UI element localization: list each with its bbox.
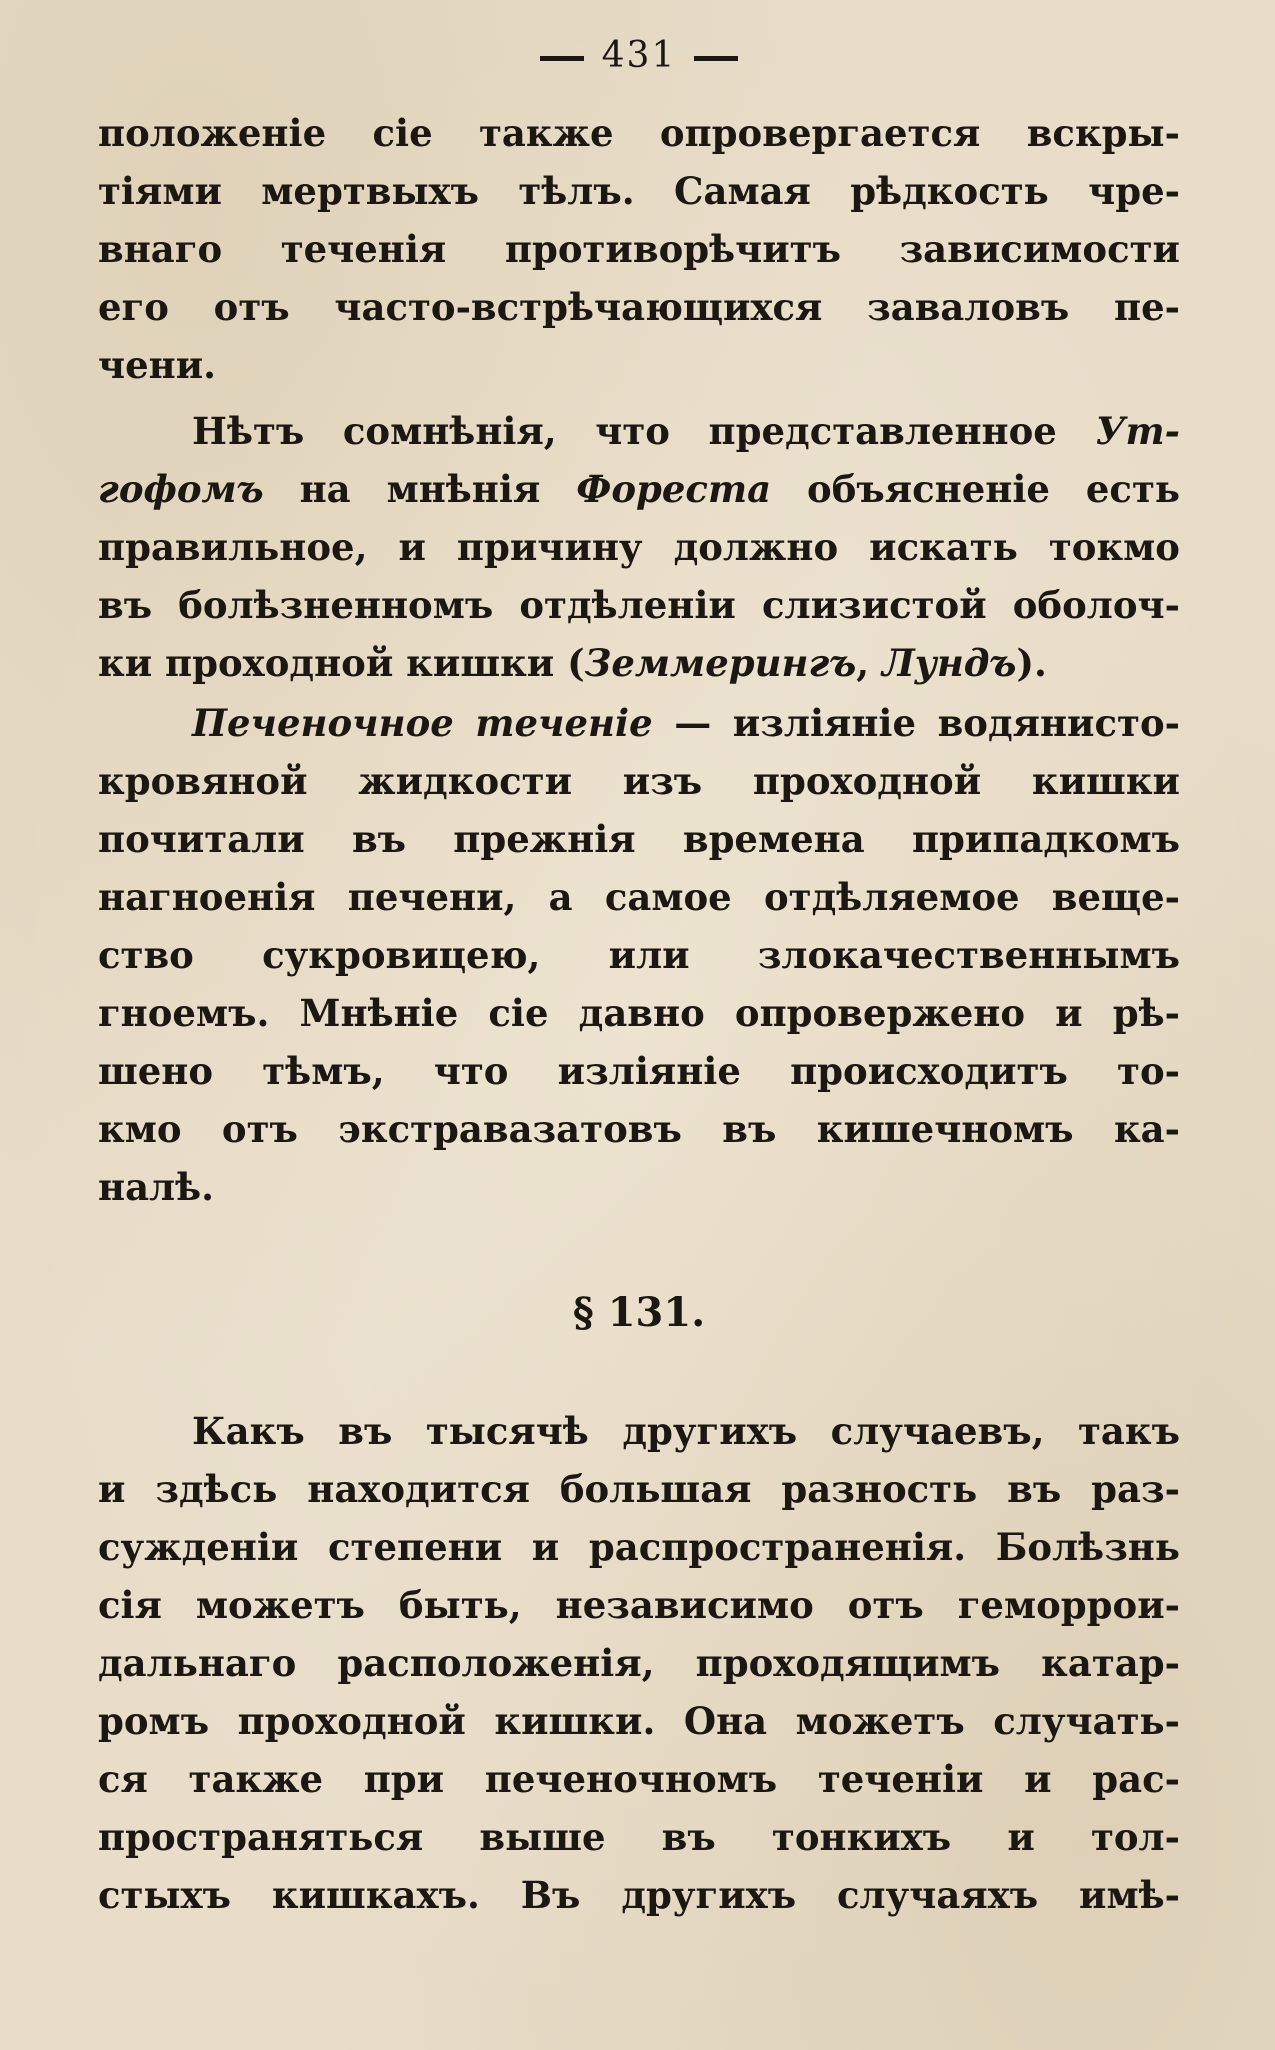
book-page: [98, 0, 1180, 2050]
text-run: Нѣтъ сомнѣнія, что представленное: [192, 409, 1057, 453]
text-line: налѣ.: [98, 1165, 215, 1209]
text-line: положеніе сіе также опровергается вскры-: [98, 111, 1180, 155]
text-line: ся также при печеночномъ теченіи и рас-: [98, 1757, 1180, 1801]
text-run: ки проходной кишки (: [98, 641, 585, 685]
author-name: Фореста: [576, 467, 772, 511]
text-line: Какъ въ тысячѣ другихъ случаевъ, такъ: [192, 1409, 1180, 1453]
author-name: гофомъ: [98, 467, 264, 511]
text-line: сія можетъ быть, независимо отъ геморрои-: [98, 1583, 1180, 1627]
text-line: чени.: [98, 343, 217, 387]
text-line: ство сукровицею, или злокачественнымъ: [98, 933, 1180, 977]
text-run: — изліяніе водянисто-: [652, 701, 1180, 745]
text-line: почитали въ прежнія времена припадкомъ: [98, 817, 1180, 861]
text-line: дальнаго расположенія, проходящимъ катар-: [98, 1641, 1180, 1685]
text-line: нагноенія печени, а самое отдѣляемое веще-: [98, 875, 1180, 919]
text-line: [98, 634, 1180, 692]
text-line: [98, 694, 1180, 752]
text-run: ).: [1016, 641, 1047, 685]
header-dash-right: [694, 56, 738, 61]
italic-term: Печеночное теченіе: [192, 701, 653, 745]
text-line: кмо отъ экстравазатовъ въ кишечномъ ка-: [98, 1107, 1180, 1151]
text-line: кровяной жидкости изъ проходной кишки: [98, 759, 1180, 803]
text-line: [98, 402, 1180, 460]
text-run: на мнѣнія: [299, 467, 541, 511]
text-line: шено тѣмъ, что изліяніе происходитъ то-: [98, 1049, 1180, 1093]
text-line: внаго теченія противорѣчитъ зависимости: [98, 227, 1180, 271]
text-line: тіями мертвыхъ тѣлъ. Самая рѣдкость чре-: [98, 169, 1180, 213]
text-line: ромъ проходной кишки. Она можетъ случать-: [98, 1699, 1180, 1743]
author-name: Земмерингъ: [584, 641, 857, 685]
header-dash-left: [540, 56, 584, 61]
text-line: пространяться выше въ тонкихъ и тол-: [98, 1815, 1180, 1859]
author-name: Лундъ: [881, 641, 1017, 685]
author-name: Ут-: [1095, 409, 1180, 453]
text-run: ,: [856, 641, 882, 685]
page-header: [98, 34, 1180, 78]
text-line: [98, 460, 1180, 518]
text-line: его отъ часто-встрѣчающихся заваловъ пе-: [98, 285, 1180, 329]
text-line: правильное, и причину должно искать токмо: [98, 525, 1180, 569]
text-line: стыхъ кишкахъ. Въ другихъ случаяхъ имѣ-: [98, 1873, 1180, 1917]
text-run: объясненіе есть: [807, 467, 1180, 511]
section-heading: § 131.: [572, 1289, 706, 1336]
text-line: и здѣсь находится большая разность въ раз-: [98, 1467, 1180, 1511]
text-line: въ болѣзненномъ отдѣленіи слизистой оболоч-: [98, 583, 1180, 627]
text-line: гноемъ. Мнѣніе сіе давно опровержено и рѣ-: [98, 991, 1180, 1035]
text-line: сужденіи степени и распространенія. Болѣзнь: [98, 1525, 1180, 1569]
page-number: 431: [601, 35, 677, 76]
